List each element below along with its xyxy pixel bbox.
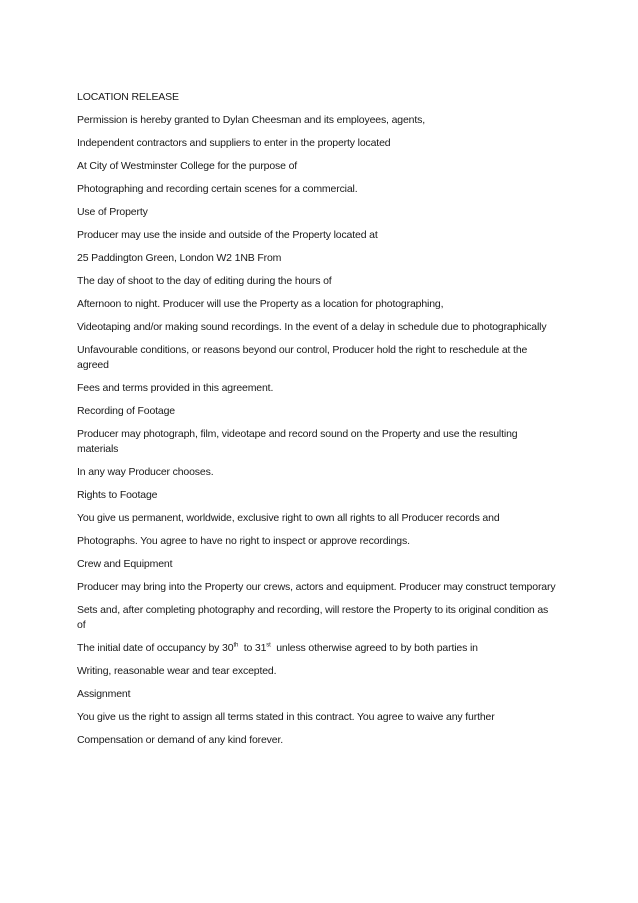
paragraph-purpose: Photographing and recording certain scenes for a commercial. — [77, 183, 358, 195]
occupancy-sup-st: st — [266, 642, 271, 649]
paragraph-unfavourable: Unfavourable conditions, or reasons beyond our control, Producer hold the right to reschedule at the agreed — [77, 344, 528, 371]
occupancy-sup-th: th — [233, 642, 239, 649]
paragraph-address: 25 Paddington Green, London W2 1NB From — [77, 252, 282, 264]
paragraph-crews: Producer may bring into the Property our crews, actors and equipment. Producer may construct temporary — [77, 581, 556, 593]
paragraph-location: At City of Westminster College for the purpose of — [77, 160, 298, 172]
paragraph-fees: Fees and terms provided in this agreement. — [77, 382, 274, 394]
paragraph-use-inside-outside: Producer may use the inside and outside of the Property located at — [77, 229, 378, 241]
paragraph-shoot-days: The day of shoot to the day of editing during the hours of — [77, 275, 332, 287]
paragraph-wear-and-tear: Writing, reasonable wear and tear excepted. — [77, 665, 277, 677]
paragraph-compensation: Compensation or demand of any kind forever. — [77, 734, 284, 746]
occupancy-text-middle: to 31 — [238, 642, 267, 654]
paragraph-occupancy — [77, 641, 557, 656]
heading-rights-to-footage: Rights to Footage — [77, 489, 158, 501]
heading-use-of-property: Use of Property — [77, 206, 148, 218]
paragraph-videotaping: Videotaping and/or making sound recordings. In the event of a delay in schedule due to photographically — [77, 321, 547, 333]
paragraph-photographs: Photographs. You agree to have no right to inspect or approve recordings. — [77, 535, 410, 547]
paragraph-any-way: In any way Producer chooses. — [77, 466, 214, 478]
heading-crew-and-equipment: Crew and Equipment — [77, 558, 173, 570]
location-release-document — [77, 90, 557, 756]
paragraph-hours: Afternoon to night. Producer will use the Property as a location for photographing, — [77, 298, 444, 310]
paragraph-producer-may-photograph: Producer may photograph, film, videotape and record sound on the Property and use the resulting materials — [77, 428, 518, 455]
paragraph-sets: Sets and, after completing photography and recording, will restore the Property to its original condition as of — [77, 604, 549, 631]
paragraph-permission: Permission is hereby granted to Dylan Cheesman and its employees, agents, — [77, 114, 425, 126]
heading-recording-of-footage: Recording of Footage — [77, 405, 175, 417]
paragraph-permanent-rights: You give us permanent, worldwide, exclusive right to own all rights to all Producer records and — [77, 512, 500, 524]
paragraph-assign-terms: You give us the right to assign all terms stated in this contract. You agree to waive any further — [77, 711, 495, 723]
occupancy-text-start: The initial date of occupancy by 30 — [77, 642, 234, 654]
heading-assignment: Assignment — [77, 688, 131, 700]
occupancy-text-end: unless otherwise agreed to by both parties in — [270, 642, 478, 654]
paragraph-contractors: Independent contractors and suppliers to enter in the property located — [77, 137, 391, 149]
document-title: LOCATION RELEASE — [77, 91, 179, 103]
